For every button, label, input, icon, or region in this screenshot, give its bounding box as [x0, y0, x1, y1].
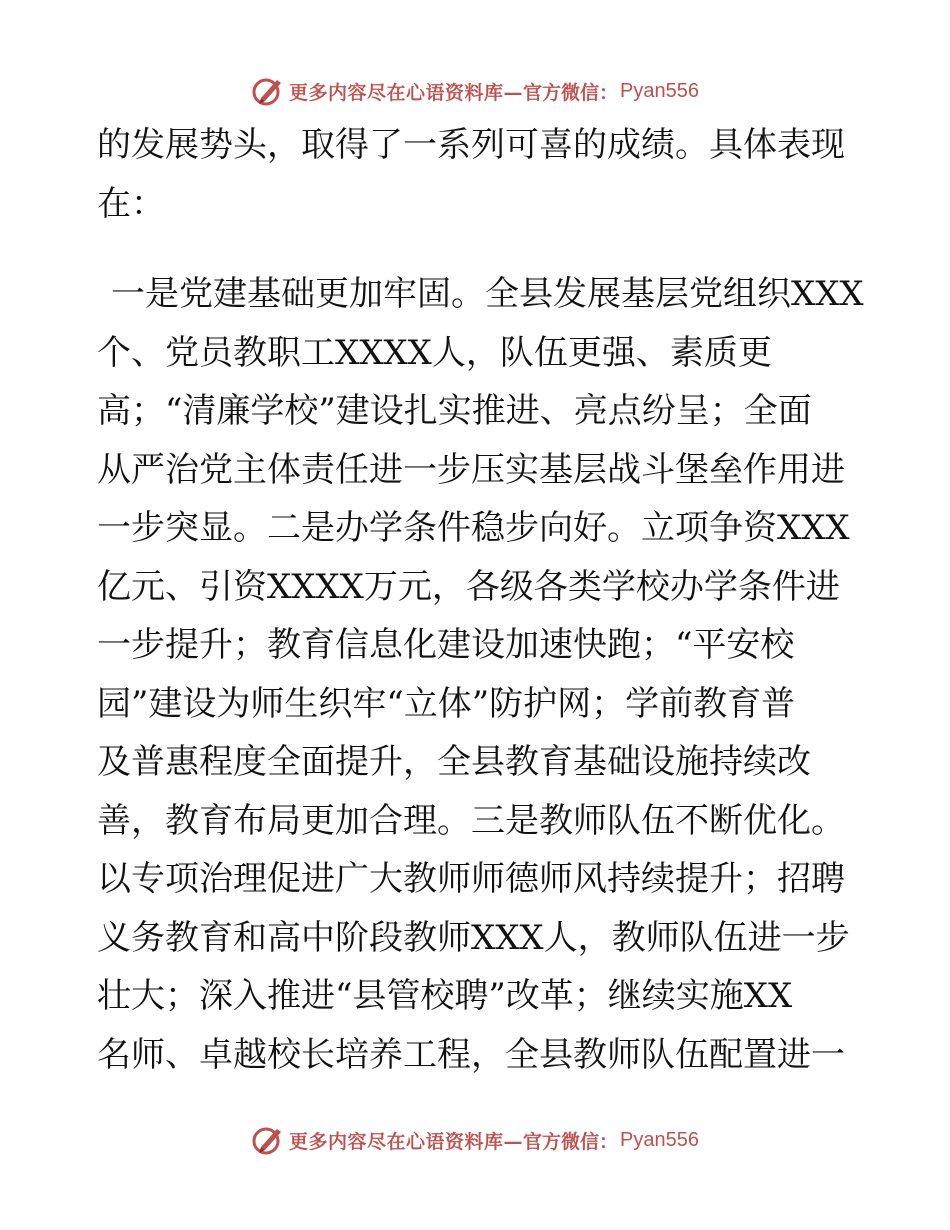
text-line: 名师、卓越校长培养工程，全县教师队伍配置进一 — [97, 1034, 845, 1075]
text-line: 义务教育和高中阶段教师XXX人，教师队伍进一步 — [97, 917, 850, 958]
watermark-text: 更多内容尽在心语资料库— — [289, 1130, 524, 1153]
text-line: 壮大；深入推进“县管校聘”改革；继续实施XX — [97, 976, 793, 1016]
text-line: 亿元、引资XXXX万元，各级各类学校办学条件进 — [97, 566, 840, 607]
pen-nib-icon — [251, 1123, 285, 1157]
text-line: 一是党建基础更加牢固。全县发展基层党组织XXX — [111, 274, 864, 314]
text-line: 一步提升；教育信息化建设加速快跑；“平安校 — [97, 625, 795, 665]
watermark-handle: Pyan556 — [620, 1128, 699, 1151]
paragraph-2 — [97, 265, 864, 1084]
watermark-handle: Pyan556 — [620, 79, 699, 102]
text-line: 以专项治理促进广大教师师德师风持续提升；招聘 — [97, 859, 845, 899]
watermark-official-label: 官方微信： — [523, 1130, 619, 1153]
text-line: 的发展势头，取得了一系列可喜的成绩。具体表现 — [97, 125, 845, 165]
header-watermark — [0, 71, 950, 111]
text-line: 及普惠程度全面提升，全县教育基础设施持续改 — [97, 742, 811, 782]
text-line: 园”建设为师生织牢“立体”防护网；学前教育普 — [97, 683, 796, 724]
text-line: 在： — [97, 183, 165, 224]
document-body — [97, 116, 864, 1084]
watermark-official-label: 官方微信： — [523, 81, 619, 104]
text-line: 一步突显。二是办学条件稳步向好。立项争资XXX — [97, 508, 850, 548]
text-line: 从严治党主体责任进一步压实基层战斗堡垒作用进 — [97, 449, 845, 490]
watermark-text: 更多内容尽在心语资料库— — [289, 81, 524, 104]
text-line: 善，教育布局更加合理。三是教师队伍不断优化。 — [97, 800, 845, 841]
text-line: 高；“清廉学校”建设扎实推进、亮点纷呈；全面 — [97, 391, 812, 431]
paragraph-gap — [97, 233, 857, 265]
text-line: 个、党员教职工XXXX人，队伍更强、素质更 — [97, 332, 772, 373]
paragraph-1 — [97, 116, 857, 233]
pen-nib-icon — [251, 74, 285, 108]
footer-watermark — [0, 1120, 950, 1160]
